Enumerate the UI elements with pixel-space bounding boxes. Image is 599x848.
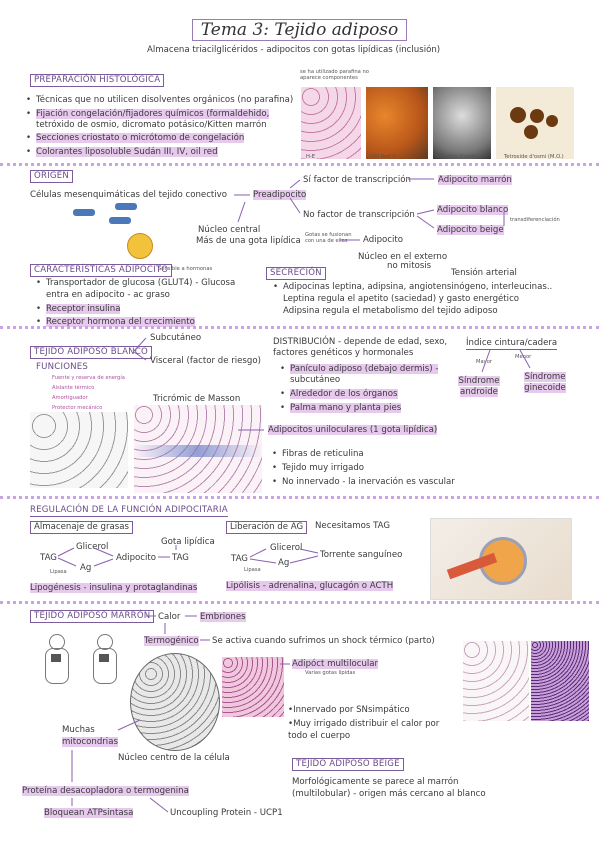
secrecion-item: • Adipocinas leptina, adipsina, angiotensinógeno, interleucinas..: [283, 282, 552, 293]
dist-item: subcutáneo: [290, 375, 341, 385]
origen-nucleo: Núcleo central: [198, 225, 261, 235]
prep-item: • Técnicas que no utilicen disolventes orgánicos (no parafina): [36, 95, 293, 106]
lipasa-label: Lipasa: [50, 569, 67, 575]
tag-label2: TAG: [172, 553, 189, 563]
muchas-label: Muchas: [62, 725, 95, 735]
dist-item: • Palma mano y planta pies: [290, 403, 401, 414]
intro-text: Almacena triacilglicéridos - adipocitos con gotas lipídicas (inclusión): [147, 45, 441, 55]
lib-box: Liberación de AG: [226, 521, 307, 534]
torrente-label: Torrente sanguíneo: [320, 550, 403, 560]
fun-item: Amortiguador: [52, 395, 88, 401]
origen-adipocito: Adipocito: [363, 235, 404, 245]
caption-osmi-mo: Tetroxide d'osmi (M.O.): [504, 154, 564, 160]
carac-item: • Receptor hormona del crecimiento: [46, 317, 195, 328]
beige-l1: Morfológicamente se parece al marrón: [292, 777, 459, 787]
prep-item: • Fijación congelación/fijadores químicos (formaldehido,: [36, 109, 269, 120]
uni-item: • Tejido muy irrigado: [282, 463, 364, 474]
prep-item: tetróxido de osmio, dicromato potásico/Kitten marrón: [36, 120, 267, 130]
indice-label: Índice cintura/cadera: [466, 338, 558, 348]
marron-header: TEJIDO ADIPOSO MARRÓN: [30, 610, 154, 623]
tricromic-label: Tricrómic de Masson: [153, 394, 241, 404]
varias-label: Varias gotas lípidas: [305, 670, 356, 676]
origen-blanco: Adipocito blanco: [437, 205, 509, 215]
origen-beige: Adipocito beige: [437, 225, 504, 235]
origen-mitosis: no mitosis: [387, 261, 432, 271]
origen-header: ORIGEN: [30, 170, 73, 183]
termo-label: Termogénico: [144, 636, 199, 646]
calor-label: Calor: [158, 612, 181, 622]
uniloc-label: Adipocitos uniloculares (1 gota lipídica): [268, 425, 438, 435]
origen-trans: transdiferenciación: [510, 217, 560, 223]
carac-item: • Transportador de glucosa (GLUT4) - Glucosa: [46, 278, 235, 289]
beige-l2: (multilobular) - origen más cercano al blanco: [292, 789, 486, 799]
irrig-label: •Muy irrigado distribuir el calor por: [288, 719, 440, 729]
page-title: Tema 3: Tejido adiposo: [192, 19, 408, 41]
origen-pre: Preadipocito: [253, 190, 307, 200]
uni-item: • Fibras de reticulina: [282, 449, 364, 460]
adipocito-label: Adipocito: [116, 553, 157, 563]
irrig2-label: todo el cuerpo: [288, 731, 351, 741]
secrecion-item: Adipsina regula el metabolismo del tejido adiposo: [283, 306, 498, 316]
prep-note: se ha utilizado parafina no aparece componentes: [300, 69, 369, 81]
blanco-header: TEJIDO ADIPOSO BLANCO: [30, 346, 152, 359]
uni-item: • No innervado - la inervación es vascular: [282, 477, 455, 488]
mito-label: mitocondrias: [62, 737, 118, 747]
lipog-label: Lipogénesis - insulina y protaglandinas: [30, 583, 198, 593]
caption-osmi: Tetroxido d'osmi: [434, 154, 477, 160]
origen-gota: Más de una gota lipídica: [196, 236, 301, 246]
inerv-label: •Innervado por SNsimpático: [288, 705, 410, 715]
shock-label: Se activa cuando sufrimos un shock térmico (parto): [212, 636, 435, 646]
menor-label: Menor: [515, 354, 532, 360]
multiloc-label: Adipóct multilocular: [292, 659, 379, 669]
glic-label: Glicerol: [76, 542, 109, 552]
origen-cells: Células mesenquimáticas del tejido conectivo: [30, 190, 228, 200]
fun-item: Fuente y reserva de energía: [52, 375, 125, 381]
carac-item: • Receptor insulina: [46, 304, 120, 315]
origen-no: No factor de transcripción: [303, 210, 415, 220]
nucleo-label: Núcleo centro de la célula: [118, 753, 230, 763]
lipol-label: Lipólisis - adrenalina, glucagón o ACTH: [226, 581, 394, 591]
carac-item: entra en adipocito - ac graso: [46, 290, 170, 300]
gota-label: Gota lipídica: [161, 537, 215, 547]
ucp-label: Uncoupling Protein - UCP1: [170, 808, 283, 818]
android-label: Síndrome androide: [458, 376, 500, 397]
dist-item: • Panículo adiposo (debajo dermis) -: [290, 364, 438, 375]
tag-label3: TAG: [231, 554, 248, 564]
blanco-visc: Visceral (factor de riesgo): [150, 356, 261, 366]
ginecoide-label: Síndrome ginecoide: [524, 372, 566, 393]
origen-si: Sí factor de transcripción: [303, 175, 411, 185]
ag-label2: Ag: [278, 558, 290, 568]
carac-note: Sensible a hormonas: [158, 266, 213, 272]
bloq-label: Bloquean ATPsintasa: [44, 808, 134, 818]
beige-header: TEJIDO ADIPOSO BEIGE: [292, 758, 404, 771]
secrecion-item: Leptina regula el apetito (saciedad) y gasto energético: [283, 294, 520, 304]
caption-he: H-E: [306, 154, 316, 160]
nec-label: Necesitamos TAG: [315, 521, 391, 531]
mayor-label: Mayor: [476, 359, 493, 365]
blanco-sub: Subcutáneo: [150, 333, 202, 343]
fun-item: Aislante térmico: [52, 385, 95, 391]
funciones-header: FUNCIONES: [36, 362, 89, 372]
secrecion-tension: Tensión arterial: [451, 268, 517, 278]
prep-header: PREPARACIÓN HISTOLÓGICA: [30, 74, 164, 87]
glic-label2: Glicerol: [270, 543, 303, 553]
carac-header: CARACTERÍSTICAS ADIPOCITO: [30, 264, 172, 277]
embriones-label: Embriones: [200, 612, 246, 622]
dist-item: • Alrededor de los órganos: [290, 389, 398, 400]
origen-gotas-note: Gotas se fusionan con una de ellas: [305, 232, 352, 244]
dist-line: factores genéticos y hormonales: [273, 348, 414, 358]
prot-label: Proteína desacopladora o termogenina: [22, 786, 189, 796]
origen-marron: Adipocito marrón: [438, 175, 512, 185]
dist-line: DISTRIBUCIÓN - depende de edad, sexo,: [273, 337, 448, 347]
lipasa-label2: Lipasa: [244, 567, 261, 573]
alm-box: Almacenaje de grasas: [30, 521, 133, 534]
secrecion-header: SECRECIÓN: [266, 267, 326, 280]
prep-item: • Colorantes liposoluble Sudán III, IV, oil red: [36, 147, 218, 158]
prep-item: • Secciones criostato o micrótomo de congelación: [36, 133, 244, 144]
fun-item: Protector mecánico: [52, 405, 103, 411]
origen-ext: Núcleo en el externo: [358, 252, 448, 262]
regul-header: REGULACIÓN DE LA FUNCIÓN ADIPOCITARIA: [30, 505, 228, 515]
ag-label: Ag: [80, 563, 92, 573]
tag-label: TAG: [40, 553, 57, 563]
caption-oil: Oil Red O: [372, 154, 397, 160]
